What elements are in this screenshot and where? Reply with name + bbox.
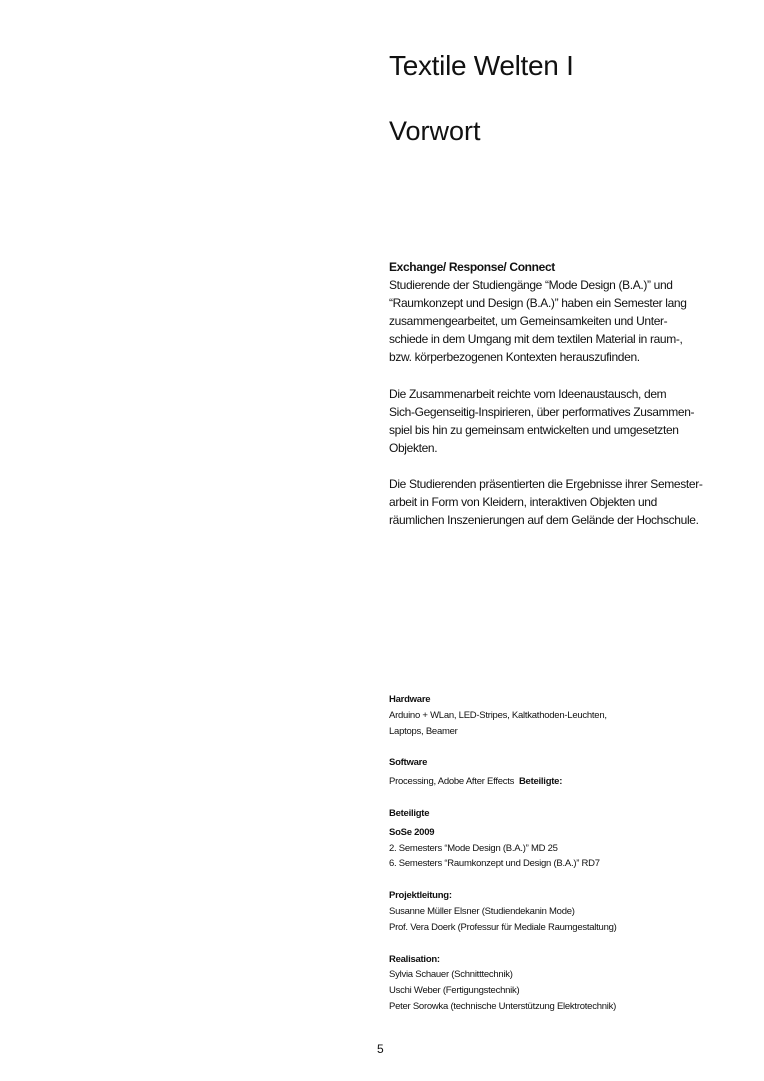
intro-line: Die Zusammenarbeit reichte vom Ideenaustausch, dem <box>389 386 667 401</box>
intro-paragraph-1 <box>389 258 729 367</box>
credits-section <box>389 692 719 1031</box>
hardware-label: Hardware <box>389 694 431 705</box>
participants-block <box>389 806 719 872</box>
page-subtitle: Vorwort <box>389 116 481 146</box>
realisation-line: Uschi Weber (Fertigungstechnik) <box>389 985 520 997</box>
page-number: 5 <box>377 1042 384 1056</box>
participants-line: 6. Semesters “Raumkonzept und Design (B.A.)” RD7 <box>389 858 600 870</box>
participants-label: Beteiligte <box>389 807 430 819</box>
project-lead-block <box>389 888 719 935</box>
software-block <box>389 755 719 790</box>
hardware-line: Laptops, Beamer <box>389 725 458 737</box>
intro-paragraph-3 <box>389 475 729 529</box>
hardware-block <box>389 692 719 739</box>
intro-heading: Exchange/ Response/ Connect <box>389 260 555 274</box>
intro-line: Sich-Gegenseitig-Inspirieren, über performatives Zusammen- <box>389 404 695 419</box>
participants-line: 2. Semesters “Mode Design (B.A.)” MD 25 <box>389 842 558 854</box>
software-inline-bold: Beteiligte: <box>518 776 563 788</box>
intro-section <box>389 258 729 529</box>
intro-line: “Raumkonzept und Design (B.A.)” haben ein Semester lang <box>389 296 687 311</box>
intro-line: schiede in dem Umgang mit dem textilen Material in raum-, <box>389 332 683 347</box>
hardware-line: Arduino + WLan, LED-Stripes, Kaltkathoden-Leuchten, <box>389 709 607 721</box>
intro-line: räumlichen Inszenierungen auf dem Gelände der Hochschule. <box>389 513 699 528</box>
intro-line: Objekten. <box>389 440 438 455</box>
intro-line: Die Studierenden präsentierten die Ergebnisse ihrer Semester- <box>389 476 703 491</box>
intro-line: spiel bis hin zu gemeinsam entwickelten und umgesetzten <box>389 422 679 437</box>
intro-line: arbeit in Form von Kleidern, interaktiven Objekten und <box>389 495 657 510</box>
intro-line: zusammengearbeitet, um Gemeinsamkeiten und Unter- <box>389 314 668 329</box>
software-label: Software <box>389 757 428 769</box>
realisation-line: Sylvia Schauer (Schnitttechnik) <box>389 969 513 981</box>
software-line <box>389 774 719 790</box>
software-text: Processing, Adobe After Effects <box>389 776 515 788</box>
realisation-line: Peter Sorowka (technische Unterstützung Elektrotechnik) <box>389 1000 617 1012</box>
project-lead-line: Prof. Vera Doerk (Professur für Mediale Raumgestaltung) <box>389 921 617 933</box>
project-lead-line: Susanne Müller Elsner (Studiendekanin Mode) <box>389 905 575 917</box>
page-title: Textile Welten I <box>389 50 574 81</box>
project-lead-label: Projektleitung: <box>389 890 452 902</box>
realisation-block <box>389 952 719 1015</box>
intro-paragraph-2 <box>389 385 729 457</box>
intro-line: bzw. körperbezogenen Kontexten herauszufinden. <box>389 350 640 365</box>
intro-line: Studierende der Studiengänge “Mode Design (B.A.)” und <box>389 278 673 293</box>
participants-term: SoSe 2009 <box>389 826 435 838</box>
realisation-label: Realisation: <box>389 953 440 965</box>
